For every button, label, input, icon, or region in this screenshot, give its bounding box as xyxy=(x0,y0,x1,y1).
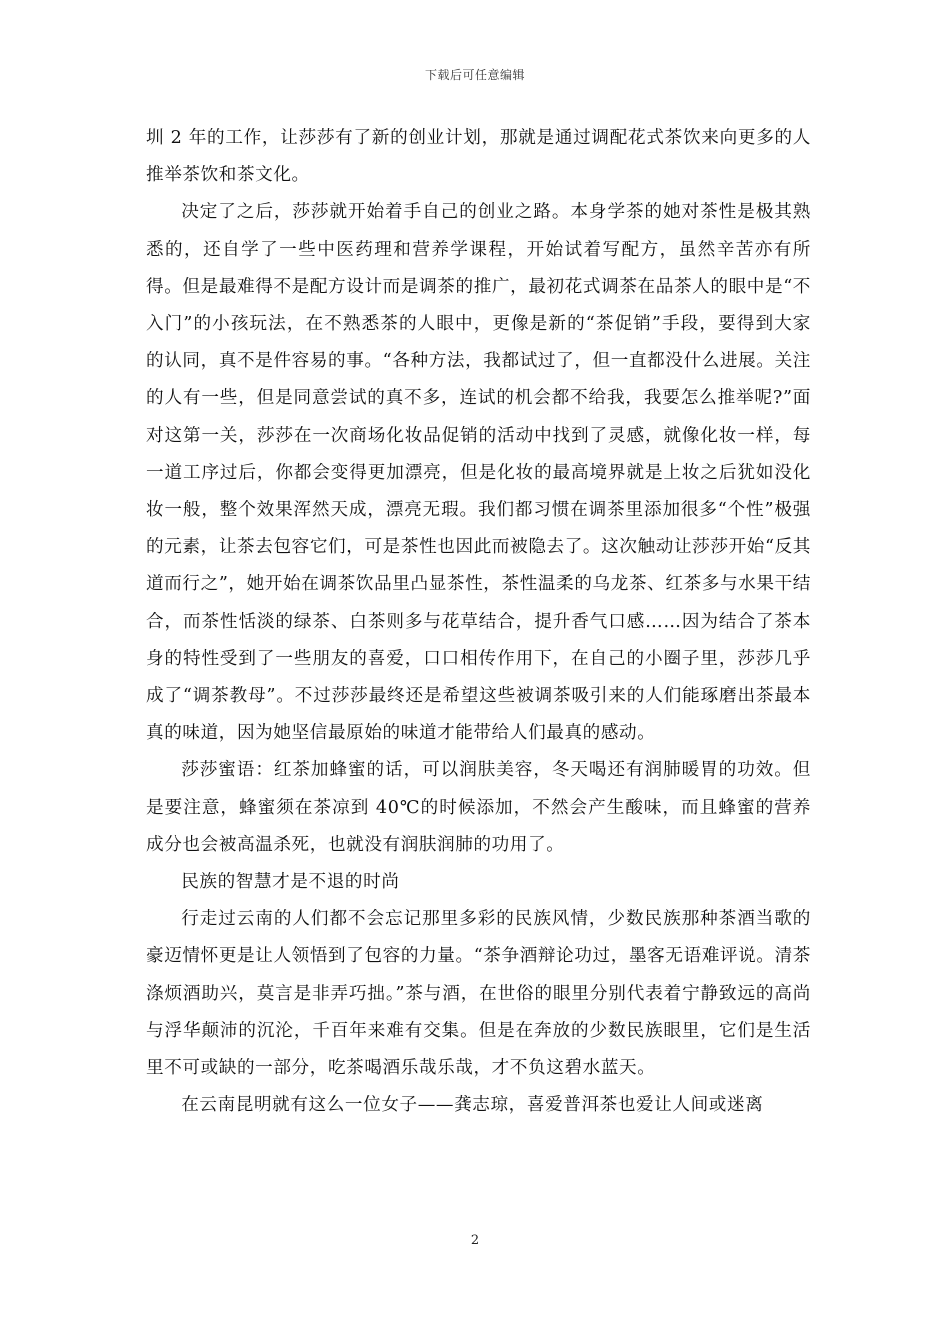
paragraph-3: 莎莎蜜语：红茶加蜂蜜的话，可以润肤美容，冬天喝还有润肺暖胃的功效。但是要注意，蜂蜜须在茶凉到 40℃的时候添加，不然会产生酸味，而且蜂蜜的营养成分也会被高温杀死，也就没有润肤润肺的功用了。 xyxy=(146,760,811,855)
paragraph-5: 行走过云南的人们都不会忘记那里多彩的民族风情，少数民族那种茶酒当歌的豪迈情怀更是让人领悟到了包容的力量。“茶争酒辩论功过，墨客无语难评说。清茶涤烦酒助兴，莫言是非弄巧拙。”茶与酒，在世俗的眼里分别代表着宁静致远的高尚与浮华颠沛的沉沦，千百年来难有交集。但是在奔放的少数民族眼里，它们是生活里不可或缺的一部分，吃茶喝酒乐哉乐哉，才不负这碧水蓝天。 xyxy=(146,909,811,1079)
page-header: 下载后可任意编辑 xyxy=(424,68,525,82)
document-body xyxy=(146,120,811,1124)
paragraph-2: 决定了之后，莎莎就开始着手自己的创业之路。本身学茶的她对茶性是极其熟悉的，还自学了一些中医药理和营养学课程，开始试着写配方，虽然辛苦亦有所得。但是最难得不是配方设计而是调茶的推广，最初花式调茶在品茶人的眼中是“不入门”的小孩玩法，在不熟悉茶的人眼中，更像是新的“茶促销”手段，要得到大家的认同，真不是件容易的事。“各种方法，我都试过了，但一直都没什么进展。关注的人有一些，但是同意尝试的真不多，连试的机会都不给我，我要怎么推举呢?”面对这第一关，莎莎在一次商场化妆品促销的活动中找到了灵感，就像化妆一样，每一道工序过后，你都会变得更加漂亮，但是化妆的最高境界就是上妆之后犹如没化妆一般，整个效果浑然天成，漂亮无瑕。我们都习惯在调茶里添加很多“个性”极强的元素，让茶去包容它们，可是茶性也因此而被隐去了。这次触动让莎莎开始“反其道而行之”，她开始在调茶饮品里凸显茶性，茶性温柔的乌龙茶、红茶多与水果干结合，而茶性恬淡的绿茶、白茶则多与花草结合，提升香气口感……因为结合了茶本身的特性受到了一些朋友的喜爱，口口相传作用下，在自己的小圈子里，莎莎几乎成了“调茶教母”。不过莎莎最终还是希望这些被调茶吸引来的人们能琢磨出茶最本真的味道，因为她坚信最原始的味道才能带给人们最真的感动。 xyxy=(146,202,811,744)
paragraph-6: 在云南昆明就有这么一位女子——龚志琼，喜爱普洱茶也爱让人间或迷离 xyxy=(181,1095,764,1116)
section-heading: 民族的智慧才是不退的时尚 xyxy=(181,872,400,893)
page-number: 2 xyxy=(470,1233,480,1248)
paragraph-1: 圳 2 年的工作，让莎莎有了新的创业计划，那就是通过调配花式茶饮来向更多的人推举茶饮和茶文化。 xyxy=(146,128,811,186)
